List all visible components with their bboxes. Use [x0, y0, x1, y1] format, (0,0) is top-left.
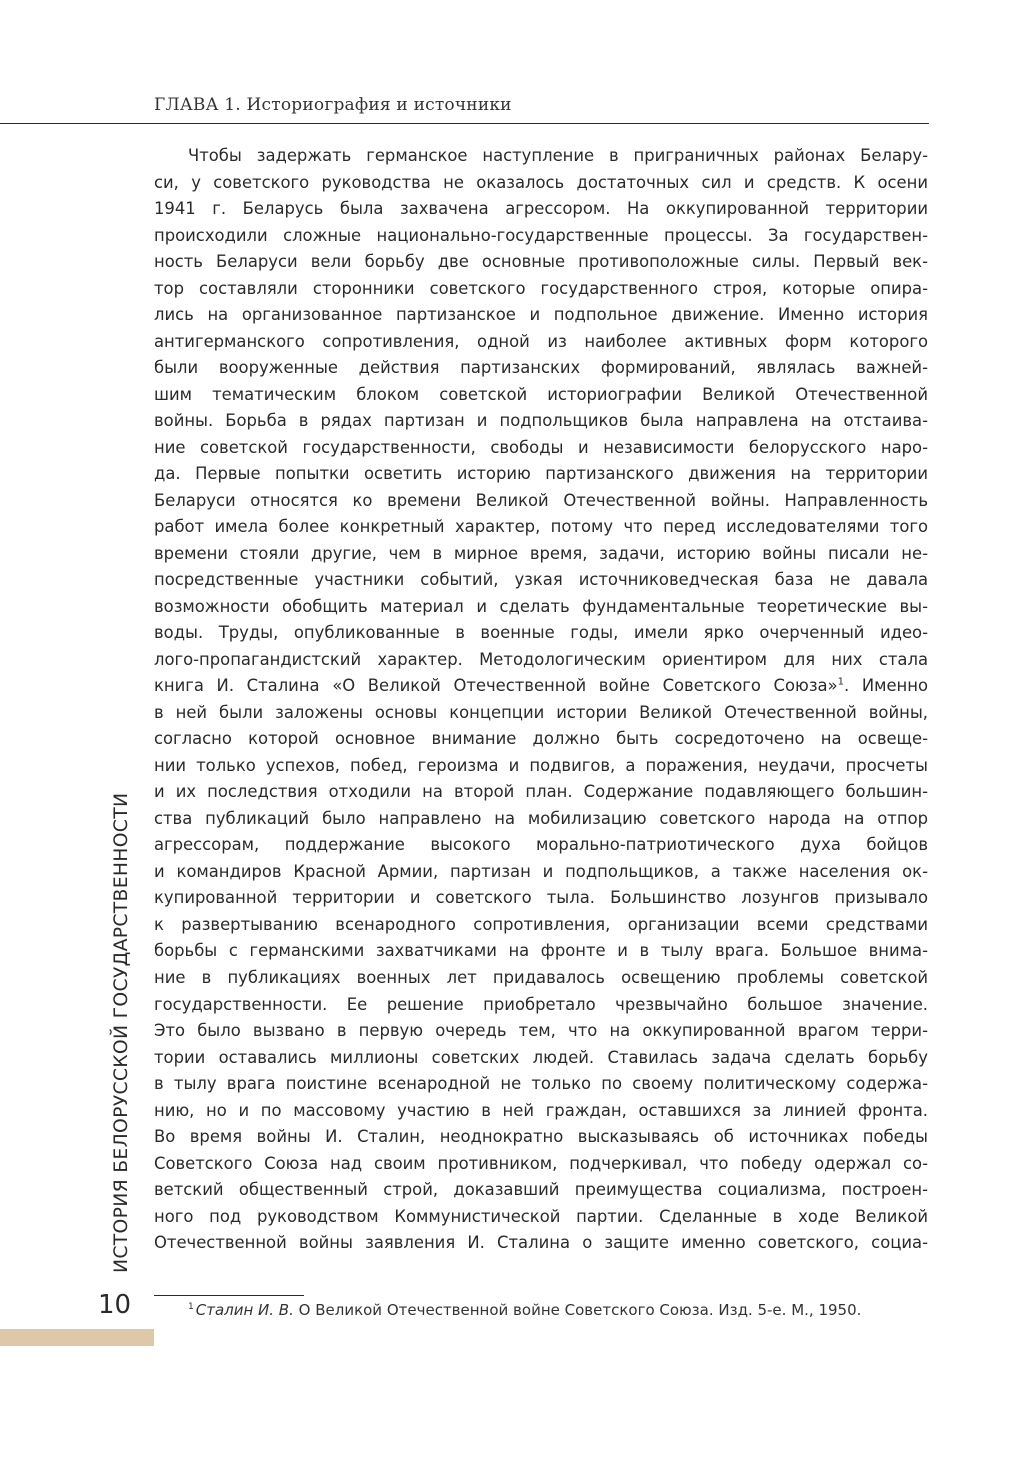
- body-line: и командиров Красной Армии, партизан и подпольщиков, а также населения ок-: [154, 861, 928, 881]
- body-line: были вооруженные действия партизанских формирований, являлась важней-: [154, 358, 928, 378]
- body-line: Это было вызвано в первую очередь тем, что на оккупированной врагом терри-: [154, 1021, 928, 1041]
- body-line: ние советской государственности, свободы и независимости белорусского наро-: [154, 437, 928, 457]
- body-line: купированной территории и советского тыла. Большинство лозунгов призывало: [154, 888, 928, 908]
- body-text: [154, 143, 928, 1257]
- body-line: согласно которой основное внимание должно быть сосредоточено на освеще-: [154, 729, 928, 749]
- body-line: времени стояли другие, чем в мирное время, задачи, историю войны писали не-: [154, 543, 928, 563]
- body-line: в тылу врага поистине всенародной не только по своему политическому содержа-: [154, 1074, 928, 1094]
- page-number: 10: [98, 1290, 132, 1320]
- body-line: нию, но и по массовому участию в ней граждан, оставшихся за линией фронта.: [154, 1100, 928, 1120]
- body-line: происходили сложные национально-государственные процессы. За государствен-: [154, 225, 928, 245]
- footnote-text: О Великой Отечественной войне Советского Союза. Изд. 5-е. М., 1950.: [293, 1301, 862, 1319]
- body-line: Беларуси относятся ко времени Великой Отечественной войны. Направленность: [154, 490, 928, 510]
- body-line: и их последствия отходили на второй план. Содержание подавляющего большин-: [154, 782, 928, 802]
- body-line: да. Первые попытки осветить историю партизанского движения на территории: [154, 464, 928, 484]
- footnote-author: Сталин И. В.: [195, 1301, 294, 1319]
- body-line: антигерманского сопротивления, одной из наиболее активных форм которого: [154, 331, 928, 351]
- body-line: ность Беларуси вели борьбу две основные противоположные силы. Первый век-: [154, 252, 928, 272]
- body-line: к развертыванию всенародного сопротивления, организации всеми средствами: [154, 914, 928, 934]
- body-line: Чтобы задержать германское наступление в приграничных районах Белару-: [188, 146, 928, 165]
- body-line: агрессорам, поддержание высокого морально-патриотического духа бойцов: [154, 835, 928, 855]
- footnote-rule: [154, 1295, 304, 1296]
- body-line: Отечественной войны заявления И. Сталина о защите именно советского, социа-: [154, 1233, 928, 1253]
- body-line: лого-пропагандистский характер. Методологическим ориентиром для них стала: [154, 649, 928, 669]
- body-line: ние в публикациях военных лет придавалось освещению проблемы советской: [154, 967, 928, 987]
- body-line: работ имела более конкретный характер, потому что перед исследователями того: [154, 517, 928, 537]
- header-rule: [0, 123, 929, 124]
- body-line: борьбы с германскими захватчиками на фронте и в тылу врага. Большое внима-: [154, 941, 928, 961]
- body-line: си, у советского руководства не оказалось достаточных сил и средств. К осени: [154, 172, 928, 192]
- body-line: лись на организованное партизанское и подпольное движение. Именно история: [154, 305, 928, 325]
- body-line: Во время войны И. Сталин, неоднократно высказываясь об источниках победы: [154, 1127, 928, 1147]
- ref-line-text: книга И. Сталина «О Великой Отечественной войне Советского Союза»: [154, 676, 838, 696]
- body-line: в ней были заложены основы концепции истории Великой Отечественной войны,: [154, 702, 928, 722]
- vertical-book-title-text: ИСТОРИЯ БЕЛОРУССКОЙ ГОСУДАРСТВЕННОСТИ: [111, 792, 132, 1273]
- body-line: шим тематическим блоком советской историографии Великой Отечественной: [154, 384, 928, 404]
- footnote: [188, 1301, 861, 1319]
- body-line: войны. Борьба в рядах партизан и подпольщиков была направлена на отстаива-: [154, 411, 928, 431]
- footnote-ref-marker[interactable]: 1: [837, 676, 844, 688]
- footnote-marker: 1: [188, 1302, 194, 1312]
- body-line: 1941 г. Беларусь была захвачена агрессором. На оккупированной территории: [154, 199, 928, 219]
- body-line: тории оставались миллионы советских людей. Ставилась задача сделать борьбу: [154, 1047, 928, 1067]
- body-line: нии только успехов, побед, героизма и подвигов, а поражения, неудачи, просчеты: [154, 755, 928, 775]
- body-line: ветский общественный строй, доказавший преимущества социализма, построен-: [154, 1180, 928, 1200]
- body-line: Советского Союза над своим противником, подчеркивал, что победу одержал со-: [154, 1153, 928, 1173]
- body-line-with-footnote-ref: [154, 673, 928, 700]
- body-line: ства публикаций было направлено на мобилизацию советского народа на отпор: [154, 808, 928, 828]
- body-line: государственности. Ее решение приобретало чрезвычайно большое значение.: [154, 994, 928, 1014]
- ref-line-tail: . Именно: [843, 676, 928, 696]
- body-line: воды. Труды, опубликованные в военные годы, имели ярко очерченный идео-: [154, 623, 928, 643]
- body-line: ного под руководством Коммунистической партии. Сделанные в ходе Великой: [154, 1206, 928, 1226]
- running-head: ГЛАВА 1. Историография и источники: [154, 95, 512, 115]
- body-line: возможности обобщить материал и сделать фундаментальные теоретические вы-: [154, 596, 928, 616]
- page-number-accent-bar: [0, 1329, 154, 1346]
- body-line: посредственные участники событий, узкая источниковедческая база не давала: [154, 570, 928, 590]
- body-line: тор составляли сторонники советского государственного строя, которые опира-: [154, 278, 928, 298]
